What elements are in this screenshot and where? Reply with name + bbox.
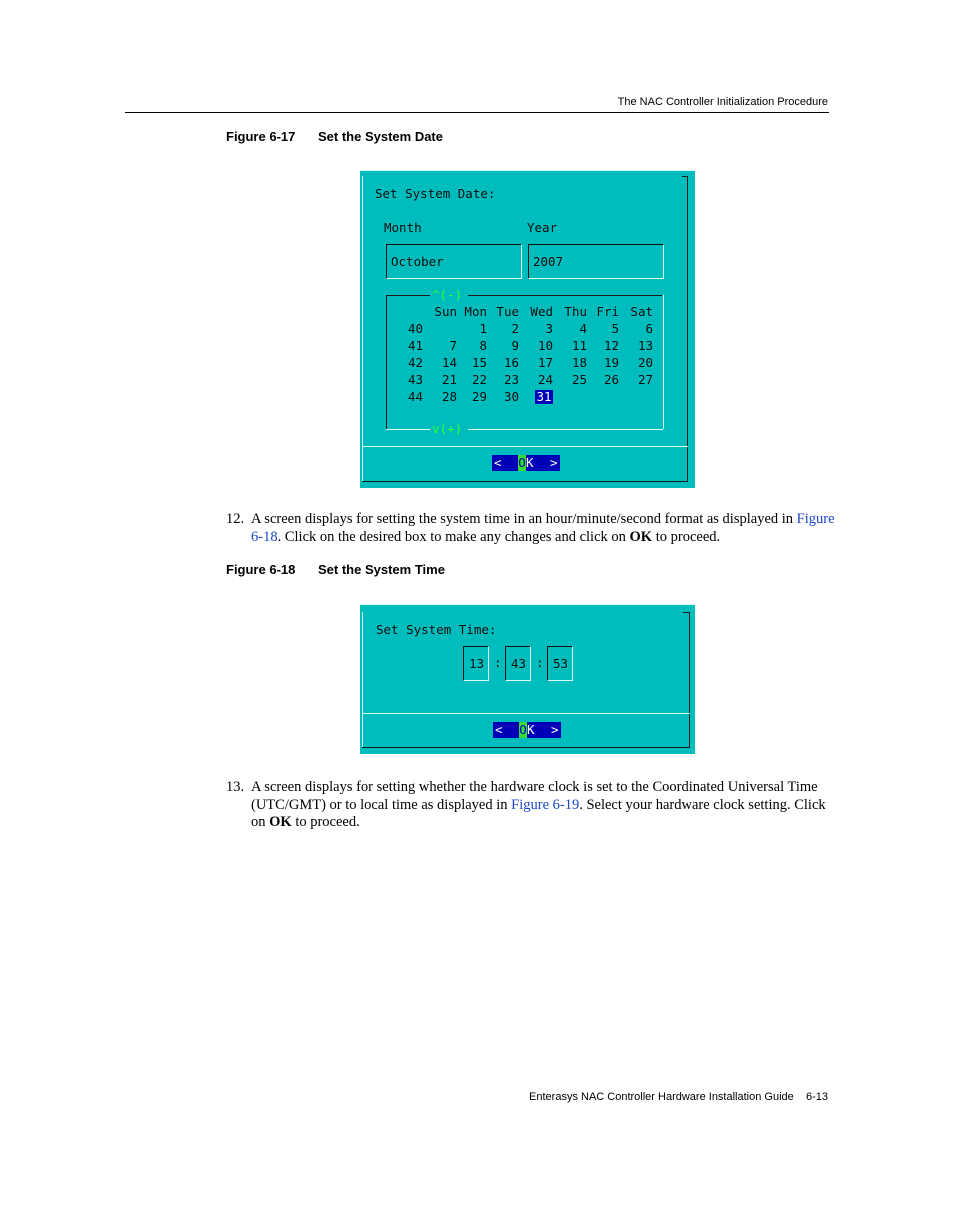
minute-field[interactable] [505, 646, 531, 681]
figure-6-19-link[interactable]: Figure 6-19 [511, 796, 580, 813]
calendar-day[interactable]: 26 [603, 372, 619, 387]
step-12-text: A screen displays for setting the system time in an hour/minute/second format as displayed in Figure 6-18. Click on the desired box to make any changes and click on OK to proceed. [251, 511, 835, 545]
second-field[interactable] [547, 646, 573, 681]
calendar-day[interactable]: 11 [571, 338, 587, 353]
week-number: 44 [407, 389, 423, 404]
frame-top [360, 170, 695, 171]
weekday-header: Tue [496, 304, 519, 319]
weekday-header: Sat [630, 304, 653, 319]
calendar-day[interactable]: 30 [503, 389, 519, 404]
calendar-day[interactable]: 10 [537, 338, 553, 353]
step-12-number: 12. [226, 511, 245, 527]
figure-6-18-link[interactable]: Figure 6-18 [251, 511, 835, 545]
hour-field[interactable] [463, 646, 489, 681]
screen-title: Set System Time: [376, 622, 497, 637]
hour-value: 13 [469, 656, 485, 671]
week-number: 42 [407, 355, 423, 370]
year-label: Year [527, 220, 558, 235]
month-label: Month [384, 220, 422, 235]
second-value: 53 [553, 656, 569, 671]
weekday-header: Mon [464, 304, 487, 319]
figure-18-number: Figure 6-18 [226, 562, 296, 577]
calendar-day[interactable]: 5 [611, 321, 619, 336]
calendar-day[interactable]: 17 [537, 355, 553, 370]
calendar-next-month[interactable]: v(+) [432, 421, 463, 436]
calendar-day[interactable]: 2 [511, 321, 519, 336]
ok-left-bracket: < [494, 455, 502, 470]
calendar-day[interactable]: 13 [637, 338, 653, 353]
frame-left [362, 176, 363, 481]
calendar-day[interactable]: 6 [645, 321, 653, 336]
minute-value: 43 [511, 656, 527, 671]
ok-button[interactable] [492, 455, 560, 471]
weekday-header: Thu [564, 304, 587, 319]
week-number: 41 [407, 338, 423, 353]
screen-title: Set System Date: [375, 186, 496, 201]
ok-label-rest: K [526, 455, 534, 470]
year-value: 2007 [533, 254, 564, 269]
calendar-day[interactable]: 16 [503, 355, 519, 370]
page-footer: Enterasys NAC Controller Hardware Installation Guide 6-13 [529, 1091, 828, 1103]
separator-1: : [494, 655, 502, 670]
ok-right-bracket: > [551, 722, 559, 737]
set-system-date-screen [360, 170, 695, 488]
calendar-day[interactable]: 27 [637, 372, 653, 387]
step-13-number: 13. [226, 779, 245, 795]
ok-left-bracket: < [495, 722, 503, 737]
calendar-day[interactable]: 28 [441, 389, 457, 404]
calendar-day[interactable]: 3 [545, 321, 553, 336]
step-12 [226, 511, 836, 547]
header-rule [125, 112, 829, 113]
calendar-day[interactable]: 12 [603, 338, 619, 353]
month-field[interactable] [386, 244, 522, 279]
figure-17-number: Figure 6-17 [226, 129, 296, 144]
calendar-day[interactable]: 25 [571, 372, 587, 387]
calendar-day-selected[interactable]: 31 [536, 389, 552, 404]
calendar-day[interactable]: 7 [449, 338, 457, 353]
set-system-time-screen [360, 604, 695, 754]
calendar-prev-month[interactable]: ^(-) [432, 287, 463, 302]
calendar-day[interactable]: 15 [471, 355, 487, 370]
frame-right [687, 176, 688, 481]
week-number: 40 [407, 321, 423, 336]
figure-18-caption [226, 562, 445, 577]
weekday-header: Sun [434, 304, 457, 319]
weekday-header: Fri [596, 304, 619, 319]
ok-button[interactable] [493, 722, 561, 738]
frame-divider [362, 446, 688, 447]
step-13 [226, 779, 836, 833]
calendar-day[interactable]: 23 [503, 372, 519, 387]
calendar-day[interactable]: 19 [603, 355, 619, 370]
calendar-day[interactable]: 8 [479, 338, 487, 353]
separator-2: : [536, 655, 544, 670]
calendar-day[interactable]: 29 [471, 389, 487, 404]
ok-right-bracket: > [550, 455, 558, 470]
calendar-day[interactable]: 24 [537, 372, 553, 387]
figure-18-title: Set the System Time [318, 562, 445, 577]
calendar-day[interactable]: 4 [579, 321, 587, 336]
year-field[interactable] [528, 244, 664, 279]
ok-hotkey: O [519, 722, 527, 737]
month-value: October [391, 254, 444, 269]
running-header: The NAC Controller Initialization Procedure [617, 96, 828, 108]
calendar-day[interactable]: 21 [441, 372, 457, 387]
figure-17-title: Set the System Date [318, 129, 443, 144]
weekday-header: Wed [530, 304, 553, 319]
step-13-text: A screen displays for setting whether the hardware clock is set to the Coordinated Universal Time (UTC/GMT) or to local time as displayed in Figure 6-19. Select your hardware clock setting. Click on OK to proceed. [251, 779, 826, 830]
calendar-day[interactable]: 18 [571, 355, 587, 370]
ok-label-rest: K [527, 722, 535, 737]
calendar-day[interactable]: 9 [511, 338, 519, 353]
figure-17-caption [226, 129, 443, 144]
frame-bottom [362, 481, 688, 482]
calendar-day[interactable]: 1 [479, 321, 487, 336]
week-number: 43 [407, 372, 423, 387]
calendar-day[interactable]: 20 [637, 355, 653, 370]
calendar-day[interactable]: 22 [471, 372, 487, 387]
calendar-day[interactable]: 14 [441, 355, 457, 370]
ok-hotkey: O [518, 455, 526, 470]
